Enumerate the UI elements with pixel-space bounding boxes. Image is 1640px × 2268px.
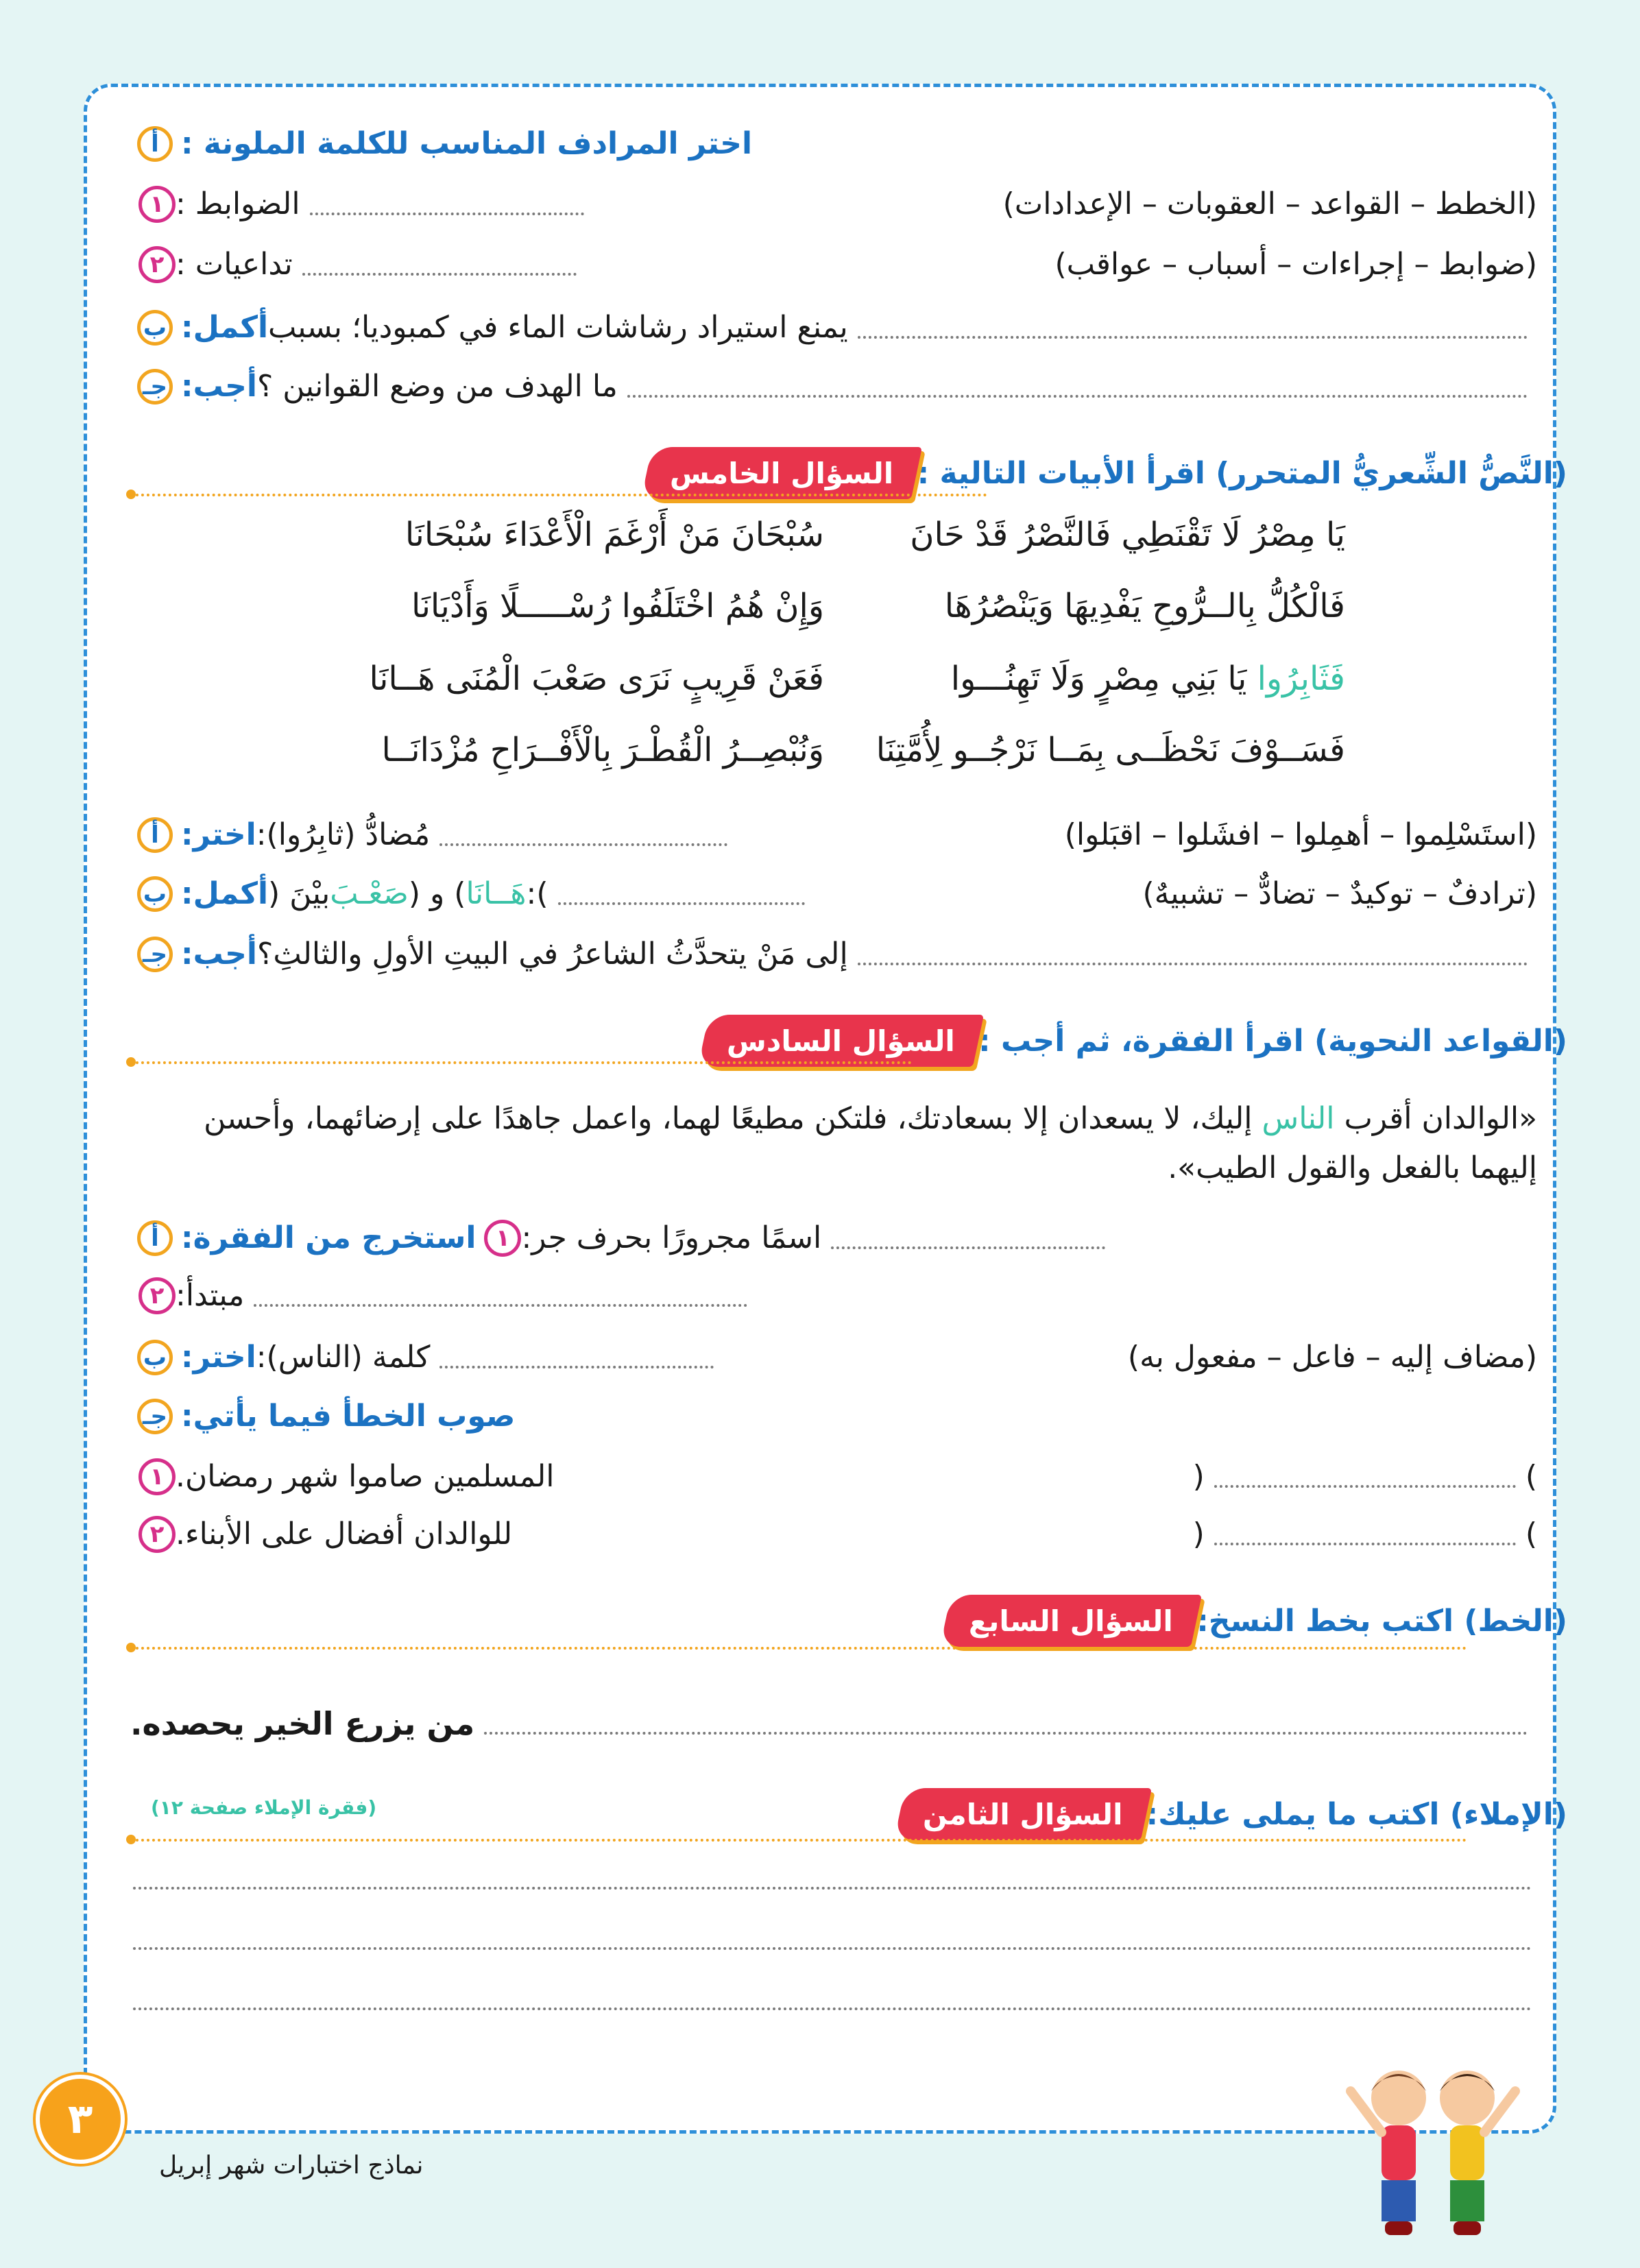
q7-tab: السؤال السابع — [940, 1595, 1202, 1647]
page-number-badge: ٣ — [36, 2075, 125, 2164]
answer-line[interactable] — [310, 213, 584, 215]
q5-a-badge: أ — [137, 817, 173, 853]
q4-a1-word: الضوابط : — [176, 186, 300, 221]
q6-b-badge: ب — [137, 1340, 173, 1375]
q6-c2-num: ٢ — [138, 1516, 176, 1553]
q4-a-title: اختر المرادف المناسب للكلمة الملونة : — [181, 126, 753, 161]
verse-1-right: يَا مِصْرُ لَا تَقْنَطِي فَالنَّصْرُ قَدْ حَانَ — [910, 516, 1345, 554]
writing-line[interactable] — [133, 1947, 1532, 1950]
q6-c2-row — [130, 1514, 1537, 1555]
highlight-word: الناس — [1262, 1101, 1335, 1136]
q4-a1-row — [130, 184, 1537, 225]
q4-a-row — [130, 123, 1537, 165]
writing-line[interactable] — [133, 1887, 1532, 1890]
divider-dot — [126, 1835, 136, 1844]
paragraph-text: إليك، لا يسعدان إلا بسعادتك، فلتكن مطيعًا لهما، واعمل جاهدًا على إرضائهما، وأحسن إليهما بالفعل والقول الطيب». — [204, 1101, 1537, 1185]
q6-b-text: كلمة (الناس): — [256, 1340, 431, 1375]
verse-4-right: فَسَــوْفَ نَحْظَــى بِمَــا نَرْجُــو لِأُمَّتِنَا — [876, 731, 1345, 769]
answer-line[interactable] — [858, 963, 1528, 965]
verse-1-left: سُبْحَانَ مَنْ أَرْغَمَ الْأَعْدَاءَ سُبْحَانَا — [405, 516, 824, 554]
q5-b-row — [130, 873, 1537, 915]
q5-a-options: (استَسْلِموا – أهمِلوا – افشَلوا – اقبَلوا) — [1064, 817, 1537, 852]
q4-b-row — [130, 307, 1537, 348]
q4-c-text: ما الهدف من وضع القوانين ؟ — [256, 369, 618, 404]
q6-paragraph — [130, 1094, 1537, 1193]
answer-line[interactable] — [831, 1246, 1105, 1249]
q5-title: (النَّصُّ الشِّعريُّ المتحرر) اقرأ الأبيات التالية : — [917, 455, 1567, 491]
q5-c-lead: أجب: — [181, 937, 257, 972]
q4-a2-row — [130, 244, 1537, 285]
divider — [130, 1647, 1467, 1650]
q5-a-row — [130, 815, 1537, 856]
q6-c1-num: ١ — [138, 1458, 176, 1495]
answer-line[interactable] — [484, 1732, 1528, 1735]
bracket: ( — [1192, 1459, 1205, 1494]
kids-mascot-illustration — [1344, 2050, 1522, 2256]
q6-c-row — [130, 1396, 1537, 1437]
bracket: ) — [1525, 1459, 1537, 1494]
q4-c-lead: أجب: — [181, 369, 257, 404]
verse-3-right-rest: يَا بَنِي مِصْرٍ وَلَا تَهِنُـــوا — [950, 660, 1257, 698]
q4-a2-num: ٢ — [138, 246, 176, 283]
highlight-word: هَــانَا — [466, 876, 527, 911]
divider-dot — [126, 1057, 136, 1067]
q5-c-text: إلى مَنْ يتحدَّثُ الشاعرُ في البيتِ الأولِ والثالثِ؟ — [256, 937, 848, 972]
q6-a1-row — [130, 1218, 1537, 1259]
q4-b-text: يمنع استيراد رشاشات الماء في كمبوديا؛ بسبب — [268, 310, 848, 345]
q5-c-row — [130, 934, 1537, 975]
q6-c2-text: للوالدان أفضال على الأبناء. — [176, 1517, 513, 1552]
q4-b-lead: أكمل: — [181, 310, 269, 345]
q5-b-badge: ب — [137, 876, 173, 912]
q6-c-badge: جـ — [137, 1399, 173, 1434]
answer-line[interactable] — [558, 902, 805, 905]
highlight-word: فَثَابِرُوا — [1257, 660, 1345, 698]
q8-tab: السؤال الثامن — [894, 1788, 1152, 1840]
q8-title: (الإملاء) اكتب ما يملى عليك: — [1146, 1796, 1567, 1832]
q5-b-text: بيْنَ ( — [268, 876, 330, 911]
q6-b-row — [130, 1337, 1537, 1378]
q6-a2-num: ٢ — [138, 1277, 176, 1314]
q5-b-text: ): — [526, 876, 548, 911]
q4-c-badge: جـ — [137, 369, 173, 405]
footer-book-title: نماذج اختبارات شهر إبريل — [159, 2151, 424, 2180]
q5-a-lead: اختر: — [181, 817, 256, 852]
q5-b-text: ) و ( — [408, 876, 466, 911]
q5-c-badge: جـ — [137, 937, 173, 972]
q5-b-options: (ترادفٌ – توكيدٌ – تضادٌّ – تشبيهٌ) — [1142, 876, 1537, 911]
q5-a-text: مُضادُّ (ثابِرُوا): — [256, 817, 431, 852]
paragraph-text: «الوالدان أقرب — [1334, 1101, 1537, 1136]
q4-a1-num: ١ — [138, 186, 176, 223]
answer-line[interactable] — [439, 1366, 714, 1368]
q6-c-lead: صوب الخطأ فيما يأتي: — [181, 1399, 516, 1434]
verse-2-right: فَالْكُلُّ بِالــرُّوحِ يَفْدِيهَا وَيَنْصُرُهَا — [944, 587, 1345, 625]
q7-header — [945, 1592, 1585, 1650]
q7-row — [130, 1703, 1537, 1744]
answer-line[interactable] — [439, 843, 727, 846]
highlight-word: صَعْـبَ — [330, 876, 409, 911]
q6-title: (القواعد النحوية) اقرأ الفقرة، ثم أجب : — [978, 1023, 1567, 1059]
divider-dot — [126, 490, 136, 499]
q7-sentence: من يزرع الخير يحصده. — [130, 1705, 475, 1742]
answer-line[interactable] — [254, 1304, 747, 1307]
answer-line[interactable] — [302, 273, 577, 276]
q6-a-badge: أ — [137, 1220, 173, 1256]
q6-a1-text: اسمًا مجرورًا بحرف جر: — [521, 1220, 822, 1255]
answer-line[interactable] — [1214, 1485, 1516, 1488]
answer-line[interactable] — [627, 395, 1528, 398]
answer-line[interactable] — [1214, 1543, 1516, 1545]
q8-note: (فقرة الإملاء صفحة ١٢) — [151, 1796, 377, 1819]
q4-a1-options: (الخطط – القواعد – العقوبات – الإعدادات) — [1002, 186, 1537, 221]
verse-2-left: وَإِنْ هُمُ اخْتَلَفُوا رُسْـــــلًا وَأَدْيَانَا — [411, 587, 824, 625]
q4-c-row — [130, 366, 1537, 407]
q4-b-badge: ب — [137, 310, 173, 346]
divider — [130, 1061, 912, 1064]
q6-b-lead: اختر: — [181, 1340, 256, 1375]
divider — [130, 1839, 1467, 1842]
q5-b-lead: أكمل: — [181, 876, 269, 911]
q4-a2-options: (ضوابط – إجراءات – أسباب – عواقب) — [1054, 247, 1537, 282]
q6-a2-text: مبتدأ: — [176, 1278, 245, 1313]
q6-a1-num: ١ — [484, 1220, 521, 1257]
q8-header — [900, 1785, 1585, 1843]
bracket: ( — [1192, 1517, 1205, 1552]
writing-line[interactable] — [133, 2007, 1532, 2010]
bracket: ) — [1525, 1517, 1537, 1552]
q6-tab: السؤال السادس — [698, 1015, 984, 1067]
q5-tab: السؤال الخامس — [641, 447, 922, 499]
divider-dot — [126, 1643, 136, 1652]
answer-line[interactable] — [858, 336, 1528, 339]
q6-a2-row — [130, 1275, 1274, 1316]
q6-c1-row — [130, 1456, 1537, 1497]
q6-b-options: (مضاف إليه – فاعل – مفعول به) — [1127, 1340, 1537, 1375]
q4-a2-word: تداعيات : — [176, 247, 293, 282]
verse-4-left: وَنُبْصِــرُ الْقُطْـرَ بِالْأَفْــرَاحِ مُزْدَانَــا — [381, 731, 824, 769]
q4-a-badge: أ — [137, 126, 173, 162]
verse-3-right — [951, 660, 1345, 698]
q7-title: (الخط) اكتب بخط النسخ: — [1196, 1603, 1567, 1639]
verse-3-left: فَعَنْ قَرِيبٍ نَرَى صَعْبَ الْمُنَى هَــانَا — [369, 660, 824, 698]
divider — [130, 494, 987, 496]
q6-c1-text: المسلمين صاموا شهر رمضان. — [176, 1459, 555, 1494]
q6-a-lead: استخرج من الفقرة: — [181, 1220, 477, 1255]
